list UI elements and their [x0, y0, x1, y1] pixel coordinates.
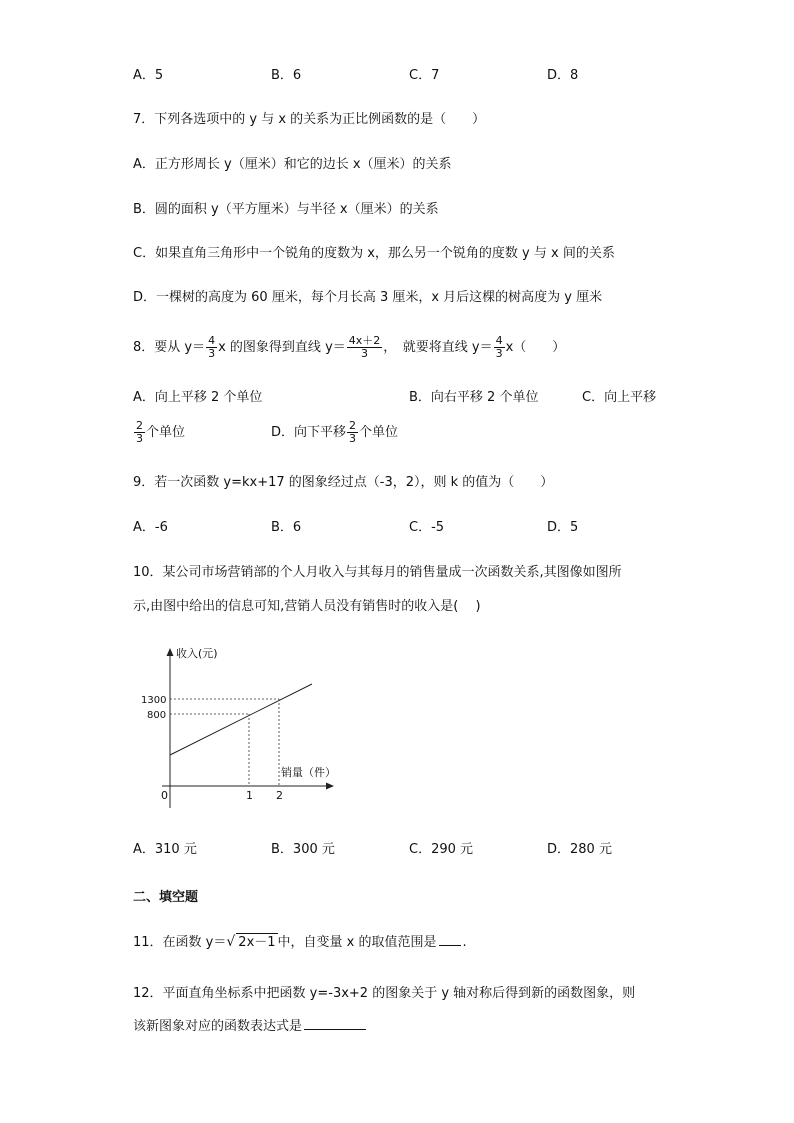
q6-option-a: A．5: [133, 68, 164, 83]
q7-stem: 7．下列各选项中的 y 与 x 的关系为正比例函数的是（ ）: [133, 112, 486, 127]
x-tick-label-1: 1: [246, 789, 253, 802]
q8-option-d-fraction: $\frac{2}{3}$: [349, 419, 357, 445]
q8-suffix: x（ ）: [505, 340, 566, 355]
q10-option-c: C．290 元: [409, 842, 474, 857]
function-line: [170, 684, 312, 755]
q9-option-a: A．-6: [133, 520, 168, 535]
q6-option-c: C．7: [409, 68, 440, 83]
x-tick-label-2: 2: [276, 789, 283, 802]
q7-option-b: B．圆的面积 y（平方厘米）与半径 x（厘米）的关系: [133, 202, 439, 217]
q11-stem: 11．在函数 y＝√ 2x－1 中，自变量 x 的取值范围是 .: [133, 934, 467, 950]
q12-answer-blank[interactable]: [304, 1017, 366, 1030]
y-tick-label-1300: 1300: [141, 695, 167, 706]
q8-option-c-continued: $\frac{2}{3}$ 个单位: [136, 419, 186, 445]
q10-option-b: B．300 元: [271, 842, 335, 857]
q8-option-a: A．向上平移 2 个单位: [133, 390, 263, 405]
q9-option-c: C．-5: [409, 520, 445, 535]
q8-option-d: D．向下平移 $\frac{2}{3}$ 个单位: [271, 419, 399, 445]
q8-mid2: ， 就要将直线 y＝: [383, 340, 493, 355]
q11-radicand: 2x－1: [238, 935, 276, 950]
y-axis-arrow: [167, 648, 174, 656]
q7-option-a: A．正方形周长 y（厘米）和它的边长 x（厘米）的关系: [133, 157, 452, 172]
q12-stem-line2: 该新图象对应的函数表达式是: [133, 1017, 366, 1036]
q8-fraction-3: $\frac{4}{3}$: [495, 334, 503, 360]
q8-stem: [133, 330, 565, 366]
q8-fraction-1: $\frac{4}{3}$: [208, 334, 216, 360]
y-axis-label: 收入(元): [176, 647, 218, 660]
q8-option-c-part1: C．向上平移: [582, 390, 657, 405]
sqrt-icon: √: [226, 934, 236, 950]
q7-option-c: C．如果直角三角形中一个锐角的度数为 x，那么另一个锐角的度数 y 与 x 间的关系: [133, 246, 615, 261]
q10-graph: [140, 640, 350, 815]
q6-option-b: B．6: [271, 68, 302, 83]
q8-mid1: x 的图象得到直线 y＝: [218, 340, 346, 355]
y-tick-label-800: 800: [147, 710, 167, 721]
q10-stem-line2: 示,由图中给出的信息可知,营销人员没有销售时的收入是( ): [133, 599, 481, 614]
x-axis-arrow: [326, 783, 334, 790]
q9-option-d: D．5: [547, 520, 579, 535]
q7-option-d: D．一棵树的高度为 60 厘米，每个月长高 3 厘米，x 月后这棵的树高度为 y 厘米: [133, 290, 603, 305]
q12-stem-line1: 12．平面直角坐标系中把函数 y=-3x+2 的图象关于 y 轴对称后得到新的函数图象，则: [133, 986, 636, 1001]
q9-stem: 9．若一次函数 y=kx+17 的图象经过点（-3，2），则 k 的值为（ ）: [133, 475, 554, 490]
q8-option-b: B．向右平移 2 个单位: [409, 390, 539, 405]
q6-option-d: D．8: [547, 68, 579, 83]
origin-label: 0: [161, 789, 168, 802]
q11-answer-blank[interactable]: [439, 933, 461, 946]
q10-option-a: A．310 元: [133, 842, 197, 857]
section-fill-in-title: 二、填空题: [133, 890, 199, 905]
q8-option-c-fraction: $\frac{2}{3}$: [136, 419, 143, 445]
q10-option-d: D．280 元: [547, 842, 612, 857]
q10-stem-line1: 10．某公司市场营销部的个人月收入与其每月的销售量成一次函数关系,其图像如图所: [133, 565, 622, 580]
q9-option-b: B．6: [271, 520, 302, 535]
x-axis-label: 销量（件）: [281, 766, 336, 779]
q8-prefix: 8．要从 y＝: [133, 340, 206, 355]
q8-fraction-2: $\frac{4x+2}{3}$: [348, 334, 381, 360]
